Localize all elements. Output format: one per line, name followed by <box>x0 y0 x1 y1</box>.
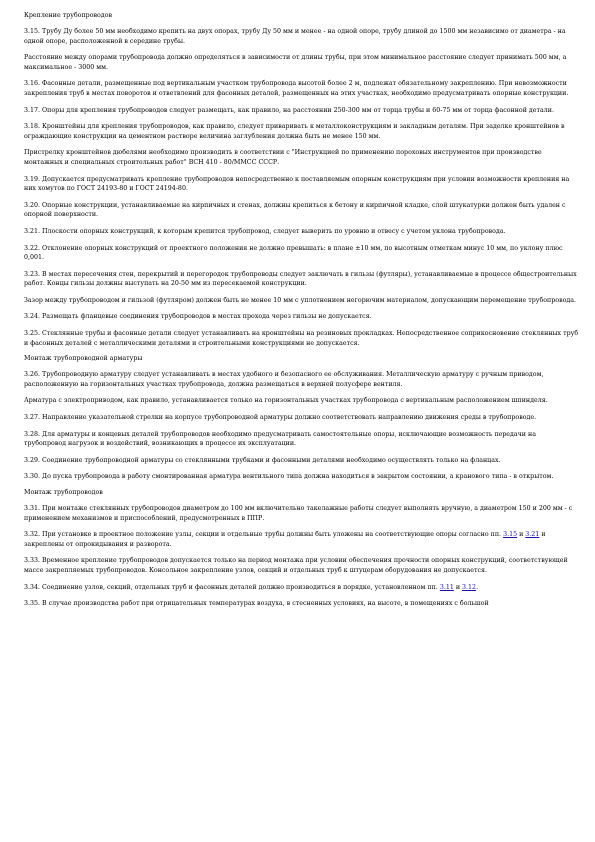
paragraph <box>24 556 579 575</box>
paragraph <box>24 312 579 322</box>
paragraph <box>24 456 579 466</box>
paragraph <box>24 504 579 523</box>
paragraph-text: 3.18. Кронштейны для крепления трубопроводов, как правило, следует приваривать к металлоконструкциям и закладным деталям. При заделке кронштейнов в ограждающие конструкции на цементном растворе величина заглубления должна быть не менее 150 мм. <box>24 123 565 140</box>
paragraph <box>24 370 579 389</box>
paragraph <box>24 122 579 141</box>
paragraph <box>24 106 579 116</box>
paragraph-text: 3.23. В местах пересечения стен, перекрытий и перегородок трубопроводы следует заключать в гильзы (футляры), устанавливаемые в процессе общестроительных работ. Концы гильзы должны выступать на 20-50 мм из пересекаемой конструкции. <box>24 270 577 288</box>
paragraph-text: Зазор между трубопроводом и гильзой (футляром) должен быть не менее 10 мм с уплотнением негорючим материалом, допускающим перемещение трубопровода. <box>24 296 577 304</box>
paragraph <box>24 227 579 237</box>
paragraph <box>24 472 579 482</box>
paragraph <box>24 201 579 220</box>
paragraph-text: 3.17. Опоры для крепления трубопроводов следует размещать, как правило, на расстоянии 250-300 мм от торца трубы и 60-75 мм от торца фасонной детали. <box>24 106 554 114</box>
paragraph-text: 3.16. Фасонные детали, размещенные под вертикальным участком трубопровода высотой более 2 м, подлежат обязательному закреплению. При невозможности закрепления труб в местах поворотов и ответвлений для фасонных деталей, размещенных на этих участках, необходимо предусматривать опорные конструкции. <box>24 80 569 97</box>
paragraph-text: . <box>476 583 479 591</box>
paragraph-text: 3.32. При установке в проектное положение узлы, секции и отдельные трубы должны быть уложены на соответствующие опоры согласно пп. <box>24 531 504 539</box>
section-heading: Монтаж трубопроводов <box>24 489 103 496</box>
paragraph <box>24 583 579 593</box>
cross-reference-link[interactable]: 3.15 <box>503 531 518 539</box>
cross-reference-link[interactable]: 3.12 <box>462 583 477 591</box>
paragraph-text: 3.29. Соединение трубопроводной арматуры со стеклянными трубками и фасонными деталями необходимо осуществлять только на фланцах. <box>24 456 501 464</box>
paragraph-text: 3.24. Размещать фланцевые соединения трубопроводов в местах прохода через гильзы не допускается. <box>24 313 372 321</box>
paragraph <box>24 430 579 449</box>
paragraph <box>24 530 579 549</box>
paragraph-text: Расстояние между опорами трубопровода должно определяться в зависимости от длины трубы, при этом минимальное расстояние следует принимать 500 мм, а максимальное - 3000 мм. <box>24 54 567 71</box>
section-heading: Крепление трубопроводов <box>24 12 113 19</box>
paragraph <box>24 270 579 289</box>
paragraph-text: 3.30. До пуска трубопровода в работу смонтированная арматура вентильного типа должна находиться в закрытом состоянии, а кранового типа - в открытом. <box>24 473 554 481</box>
paragraph-text: Арматура с электроприводом, как правило, устанавливается только на горизонтальных участках трубопровода с вертикальным расположением шпинделя. <box>24 397 548 405</box>
paragraph-text: 3.33. Временное крепление трубопроводов допускается только на период монтажа при условии обеспечения прочности опорных конструкций, соответствующей массе закрепляемых трубопроводов. Консольное закрепление узлов, секций и отдельных труб к штуцерам оборудования не допускается. <box>24 557 568 574</box>
paragraph-text: 3.22. Отклонение опорных конструкций от проектного положения не должно превышать: в плане ±10 мм, по высотным отметкам минус 10 мм, по уклону плюс 0,001. <box>24 244 563 262</box>
paragraph <box>24 79 579 98</box>
paragraph <box>24 329 579 348</box>
cross-reference-link[interactable]: 3.21 <box>525 531 540 539</box>
paragraph-text: 3.35. В случае производства работ при отрицательных температурах воздуха, в стесненных условиях, на высоте, в помещениях с большой <box>24 600 489 608</box>
paragraph-text: 3.26. Трубопроводную арматуру следует устанавливать в местах удобного и безопасного ее обслуживания. Металлическую арматуру с ручным приводом, расположенную на горизонтальных участках трубопровода, должна размещаться в верхней полусфере вентиля. <box>24 371 544 388</box>
paragraph-text: 3.19. Допускается предусматривать крепление трубопроводов непосредственно к поставляемым опорным конструкциям при условии возможности крепления на них хомутов по ГОСТ 24193-80 и ГОСТ 24194-80. <box>24 175 570 193</box>
paragraph-text: 3.20. Опорные конструкции, устанавливаемые на кирпичных и стенах, должны крепиться к бетону и кирпичной кладке, слой штукатурки должен быть удален с опорной поверхности. <box>24 201 566 219</box>
paragraph-text: и <box>517 531 526 539</box>
paragraph <box>24 396 579 406</box>
paragraph <box>24 244 579 263</box>
paragraph-text: 3.27. Направление указательной стрелки на корпусе трубопроводной арматуры должно соответствовать направлению движения среды в трубопроводе. <box>24 414 537 422</box>
paragraph-text: 3.31. При монтаже стеклянных трубопроводов диаметром до 100 мм включительно такелажные работы следует выполнять вручную, а диаметром 150 и 200 мм - с применением механизмов и приспособлений, предусмотренных в ППР. <box>24 505 573 522</box>
paragraph <box>24 27 579 46</box>
paragraph <box>24 599 579 609</box>
paragraph-text: 3.25. Стеклянные трубы и фасонные детали следует устанавливать на кронштейны на резиновых прокладках. Непосредственное соприкосновение стеклянных труб и фасонных деталей с металлическими деталями и строительными конструкциями не допускается. <box>24 330 579 347</box>
paragraph-text: и закреплены от опрокидывания и разворота. <box>24 531 546 548</box>
paragraph-text: Пристрелку кронштейнов дюбелями необходимо производить в соответствии с "Инструкцией по применению пороховых инструментов при производстве монтажных и специальных строительных работ" ВСН 410 - 80/ММСС СССР. <box>24 149 542 166</box>
paragraph-text: 3.28. Для арматуры и концевых деталей трубопроводов необходимо предусматривать самостоятельные опоры, исключающие возможность передачи на трубопровод нагрузок и воздействий, возникающих в процессе их эксплуатации. <box>24 430 536 448</box>
paragraph <box>24 296 579 306</box>
paragraph-text: и <box>453 583 463 591</box>
paragraph <box>24 53 579 72</box>
paragraph-text: 3.34. Соединение узлов, секций, отдельных труб и фасонных деталей должно производиться в порядке, установленном пп. <box>24 583 440 591</box>
paragraph <box>24 148 579 167</box>
cross-reference-link[interactable]: 3.11 <box>439 583 454 591</box>
paragraph <box>24 175 579 194</box>
paragraph <box>24 413 579 423</box>
section-heading: Монтаж трубопроводной арматуры <box>24 355 143 363</box>
paragraph-text: 3.21. Плоскости опорных конструкций, к которым крепится трубопровод, следует выверить по уровню и отвесу с учетом уклона трубопровода. <box>24 227 506 235</box>
paragraph-text: 3.15. Трубу Ду более 50 мм необходимо крепить на двух опорах, трубу Ду 50 мм и менее - на одной опоре, трубу длиной до 1500 мм независимо от диаметра - на одной опоре, расположенной в середине трубы. <box>24 28 566 45</box>
